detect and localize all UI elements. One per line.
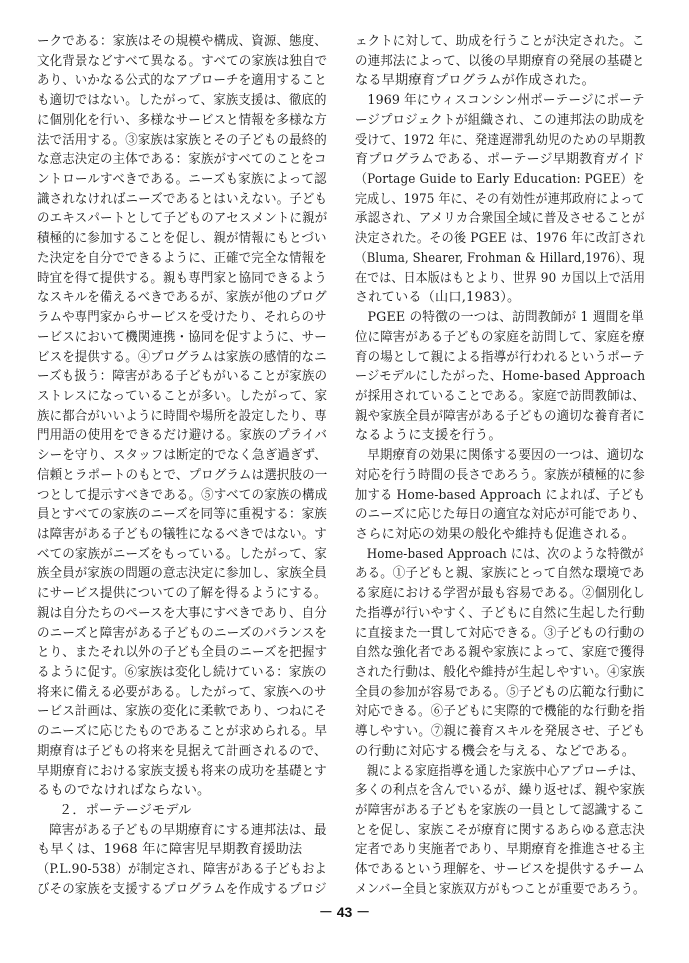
text-line: Home-based Approach には、次のような特徴が xyxy=(366,546,644,562)
text-line: ービス計画は、家族の変化に柔軟であり、つねにそ xyxy=(37,704,327,720)
text-line: なる早期療育プログラムが作成された。 xyxy=(355,73,595,89)
text-line: ージモデルにしたがった、Home-based Approach xyxy=(355,369,646,385)
text-line: 障害がある子どもの早期療育にする連邦法は、最 xyxy=(49,822,327,838)
text-line: の行動に対応する機会を与える、などである。 xyxy=(355,743,636,759)
text-line: なるように支援を行う。 xyxy=(355,428,502,444)
text-line: 時宜を得て提供する。親も専門家と協同できるよう xyxy=(37,270,327,286)
text-line: 期療育は子どもの将来を見据えて計画されるので、 xyxy=(37,743,327,759)
text-line: PGEE の特徴の一つは、訪問教師が 1 週間を単 xyxy=(367,310,645,326)
text-line: も適切ではない。したがって、家族支援は、徹底的 xyxy=(37,93,327,109)
text-line: なスキルを備えるべきであるが、家族が他のプログ xyxy=(37,290,327,306)
text-line: 文化背景などすべて異なる。すべての家族は独自で xyxy=(37,53,328,69)
text-line: るように促す。⑥家族は変化し続けている：家族の xyxy=(37,665,327,680)
text-line: ストレスになっていることが多い。したがって、家 xyxy=(37,388,328,404)
text-line: ントロールすべきである。ニーズも家族によって認 xyxy=(37,172,327,188)
text-line: メンバー全員と家族双方がもつことが重要であろう。 xyxy=(355,881,646,897)
text-line: るものでなければならない。 xyxy=(37,783,211,799)
text-line: あり、いかなる公式的なアプローチを適用すること xyxy=(37,73,327,89)
text-line: ーズも扱う：障害がある子どもがいることが家族の xyxy=(37,369,328,385)
text-line: シーを守り、スタッフは断定的でなく急ぎ過ぎず、 xyxy=(37,448,327,464)
text-line: 受けて、1972 年に、発達遅滞乳幼児のための早期教 xyxy=(355,132,646,148)
text-line: にサービス提供についての了解を得るようにする。 xyxy=(37,586,327,602)
text-line: な意志決定の主体である：家族がすべてのことをコ xyxy=(37,152,327,168)
text-line: 自然な強化者である親や家族によって、家庭で獲得 xyxy=(355,645,645,661)
text-line: 対応できる。⑥子どもに実際的で機能的な行動を指 xyxy=(355,704,645,720)
text-line: 定者であり実施者であり、早期療育を推進させる主 xyxy=(355,842,645,858)
text-line: 親は自分たちのペースを大事にすべきであり、自分 xyxy=(37,605,327,621)
text-line: 体であるという理解を、サービスを提供するチーム xyxy=(355,862,645,878)
text-line: 親による家庭指導を通した家族中心アプローチは、 xyxy=(366,763,644,779)
text-line: 識されなければニーズであるとはいえない。子ども xyxy=(37,191,328,207)
text-line: に直接また一貫して対応できる。③子どもの行動の xyxy=(355,625,645,641)
text-line: ビスを提供する。④プログラムは家族の感情的なニ xyxy=(37,349,327,365)
text-line: 承認され、アメリカ合衆国全域に普及させることが xyxy=(355,211,645,227)
right-column xyxy=(355,32,645,900)
text-line: ェクトに対して、助成を行うことが決定された。こ xyxy=(355,34,645,49)
section-heading: ２．ポーテージモデル xyxy=(59,803,192,819)
text-line: 早期療育の効果に関係する要因の一つは、適切な xyxy=(367,448,645,464)
text-line: （P.L.90-538）が制定され、障害がある子どもおよ xyxy=(37,862,327,878)
text-line: 完成し、1975 年に、その有効性が連邦政府によって xyxy=(355,191,645,207)
text-line: とを促し、家族こそが療育に関するあらゆる意志決 xyxy=(355,822,645,838)
text-line: 加する Home-based Approach によれば、子ども xyxy=(355,487,646,503)
text-line: 信頼とラポートのもとで、プログラムは選択肢の一 xyxy=(37,467,328,483)
text-line: 族全員が家族の問題の意志決定に参加し、家族全員 xyxy=(37,566,327,582)
text-line: た指導が行いやすく、子どもに自然に生起した行動 xyxy=(355,605,645,621)
text-line: 育の場として親による指導が行われるというポーテ xyxy=(355,349,645,365)
text-line: 対応を行う時間の長さであろう。家族が積極的に参 xyxy=(355,467,645,483)
text-line: 多くの利点を含んでいるが、繰り返せば、親や家族 xyxy=(355,783,645,799)
text-line: ークである：家族はその規模や構成、資源、態度、 xyxy=(37,34,327,49)
text-line: のニーズと障害がある子どものニーズのバランスを xyxy=(37,625,328,641)
text-line: 全員の参加が容易である。⑤子どもの広範な行動に xyxy=(355,684,645,700)
text-line: のニーズに応じたものであることが求められる。早 xyxy=(37,724,328,740)
text-line: 1969 年にウィスコンシン州ポーテージにポーテ xyxy=(367,93,645,109)
text-line: が障害がある子どもを家族の一員として認識するこ xyxy=(355,803,645,819)
text-line: （Portage Guide to Early Education: PGEE）を xyxy=(355,172,645,188)
left-column xyxy=(37,32,327,900)
text-line: の連邦法によって、以後の早期療育の発展の基礎と xyxy=(355,53,645,69)
text-line: されている（山口,1983）。 xyxy=(355,290,521,306)
text-line: さらに対応の効果の般化や維持も促進される。 xyxy=(355,526,636,542)
text-line: 親や家族全員が障害がある子どもの適切な養育者に xyxy=(355,408,645,424)
text-line: 位に障害がある子どもの家庭を訪問して、家庭を療 xyxy=(355,329,645,345)
text-line: された行動は、般化や維持が生起しやすい。④家族 xyxy=(355,665,645,680)
text-line: とり、またそれ以外の子ども全員のニーズを把握す xyxy=(37,645,328,661)
text-line: つとして提示すべきである。⑤すべての家族の構成 xyxy=(37,487,328,503)
text-line: のニーズに応じた毎日の適宜な対応が可能であり、 xyxy=(355,507,646,523)
text-line: は障害がある子どもの犠牲になるべきではない。す xyxy=(37,526,327,542)
text-line: のエキスパートとして子どものアセスメントに親が xyxy=(37,211,328,227)
text-line: 員とすべての家族のニーズを同等に重視する：家族 xyxy=(37,507,327,523)
text-line: 将来に備える必要がある。したがって、家族へのサ xyxy=(37,684,327,700)
text-line: ージプロジェクトが組織され、この連邦法の助成を xyxy=(355,112,646,128)
text-line: に個別化を行い、多様なサービスと情報を多様な方 xyxy=(37,112,327,128)
text-line: （Bluma, Shearer, Frohman & Hillard,1976）、現 xyxy=(355,250,645,266)
text-line: 族に都合がいいように時間や場所を設定したり、専 xyxy=(37,408,327,424)
text-line: 育プログラムである、ポーテージ早期教育ガイド xyxy=(355,152,645,168)
text-line: 導しやすい。⑦親に養育スキルを発展させ、子ども xyxy=(355,724,646,740)
text-line: びその家族を支援するプログラムを作成するプロジ xyxy=(37,881,327,897)
text-line: 決定された。その後 PGEE は、1976 年に改訂され xyxy=(355,231,646,247)
text-line: 早期療育における家族支援も将来の成功を基礎とす xyxy=(37,763,327,779)
text-line: ある。①子どもと親、家族にとって自然な環境であ xyxy=(355,566,645,582)
text-line: べての家族がニーズをもっている。したがって、家 xyxy=(37,546,327,562)
text-line: も早くは、1968 年に障害児早期教育援助法 xyxy=(37,842,303,858)
text-line: が採用されていることである。家庭で訪問教師は、 xyxy=(355,388,645,404)
text-line: ービスにおいて機関連携・協同を促すように、サー xyxy=(37,329,327,345)
text-line: た決定を自分でできるように、正確で完全な情報を xyxy=(37,250,327,266)
text-line: 在では、日本版はもとより、世界 90 カ国以上で活用 xyxy=(355,270,646,286)
text-line: る家庭における学習が最も容易である。②個別化し xyxy=(355,586,645,602)
text-line: 積極的に参加することを促し、親が情報にもとづい xyxy=(37,231,327,247)
text-line: 門用語の使用をできるだけ避ける。家族のプライバ xyxy=(37,428,328,444)
text-line: 法で活用する。③家族は家族とその子どもの最終的 xyxy=(37,132,327,148)
text-line: ラムや専門家からサービスを受けたり、それらのサ xyxy=(37,310,327,326)
page-number: － 43 － xyxy=(318,904,371,920)
